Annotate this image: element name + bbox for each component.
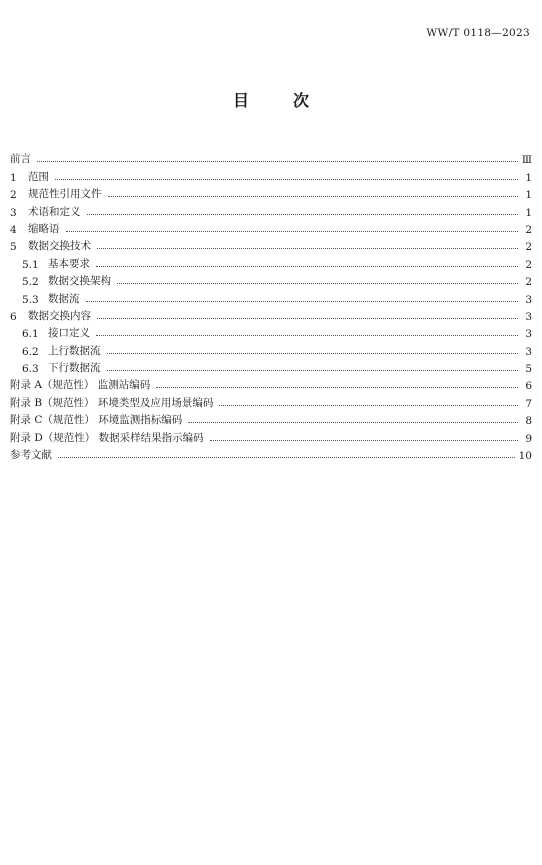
toc-entry-label: 术语和定义 (28, 205, 81, 218)
toc-entry-page: Ⅲ (521, 154, 532, 167)
dot-leader (188, 422, 518, 423)
toc-entry[interactable] (10, 236, 532, 253)
toc-entry-label: 范围 (28, 170, 49, 183)
dot-leader (97, 248, 518, 249)
dot-leader (66, 231, 519, 232)
toc-entry-number: 5.3 (22, 293, 39, 306)
toc-entry-page: 2 (525, 258, 532, 271)
toc-entry-label: 基本要求 (48, 257, 90, 270)
dot-leader (219, 405, 518, 406)
toc-entry[interactable] (10, 271, 532, 288)
toc-entry-page: 5 (525, 363, 532, 376)
toc-entry[interactable] (10, 288, 532, 305)
toc-entry-label: 附录 A（规范性） 监测站编码 (10, 379, 151, 392)
dot-leader (58, 457, 515, 458)
toc-entry[interactable] (10, 253, 532, 270)
toc-entry[interactable] (10, 445, 532, 462)
toc-entry[interactable] (10, 323, 532, 340)
toc-entry-page: 1 (525, 189, 532, 202)
page-title (0, 88, 542, 111)
dot-leader (156, 387, 518, 388)
toc-entry-page: 1 (525, 206, 532, 219)
toc-entry-page: 7 (525, 397, 532, 410)
toc-entry-number: 4 (10, 223, 17, 236)
dot-leader (107, 370, 519, 371)
toc-entry-number: 5.1 (22, 258, 39, 271)
toc-entry[interactable] (10, 149, 532, 166)
toc-entry-label: 参考文献 (10, 449, 52, 462)
title-char-2: 次 (293, 91, 310, 110)
toc-entry-page: 10 (518, 450, 532, 463)
toc-entry[interactable] (10, 375, 532, 392)
toc-entry-label: 接口定义 (48, 327, 90, 340)
dot-leader (117, 283, 518, 284)
dot-leader (86, 301, 519, 302)
toc-entry[interactable] (10, 340, 532, 357)
toc-entry-page: 2 (525, 223, 532, 236)
toc-entry-page: 1 (525, 171, 532, 184)
toc-entry-page: 6 (525, 380, 532, 393)
toc-entry-page: 3 (525, 310, 532, 323)
toc-entry[interactable] (10, 166, 532, 183)
toc-entry-label: 附录 C（规范性） 环境监测指标编码 (10, 414, 183, 427)
toc-entry[interactable] (10, 427, 532, 444)
dot-leader (87, 214, 519, 215)
toc-entry-label: 数据交换内容 (28, 309, 91, 322)
toc-entry-page: 8 (525, 415, 532, 428)
toc-entry-page: 3 (525, 345, 532, 358)
toc-entry-number: 5 (10, 241, 17, 254)
toc-entry-label: 前言 (10, 153, 31, 166)
toc-entry-label: 附录 B（规范性） 环境类型及应用场景编码 (10, 396, 214, 409)
toc-entry-label: 缩略语 (28, 222, 60, 235)
toc-entry[interactable] (10, 392, 532, 409)
dot-leader (210, 440, 518, 441)
toc-entry-page: 9 (525, 432, 532, 445)
toc-entry-label: 附录 D（规范性） 数据采样结果指示编码 (10, 431, 204, 444)
toc-entry-page: 3 (525, 293, 532, 306)
dot-leader (96, 266, 518, 267)
toc-entry-label: 数据流 (48, 292, 80, 305)
table-of-contents (10, 149, 532, 462)
dot-leader (37, 161, 518, 162)
dot-leader (96, 335, 518, 336)
toc-entry-number: 5.2 (22, 276, 39, 289)
toc-entry-label: 规范性引用文件 (28, 188, 102, 201)
toc-entry-label: 下行数据流 (48, 362, 101, 375)
dot-leader (108, 196, 519, 197)
toc-entry-number: 6.2 (22, 345, 39, 358)
toc-entry-number: 2 (10, 189, 17, 202)
toc-entry-label: 数据交换技术 (28, 240, 91, 253)
toc-entry-number: 1 (10, 171, 17, 184)
toc-entry-page: 2 (525, 276, 532, 289)
toc-entry-number: 6.3 (22, 363, 39, 376)
toc-entry-number: 3 (10, 206, 17, 219)
toc-entry-page: 3 (525, 328, 532, 341)
toc-entry-number: 6.1 (22, 328, 39, 341)
toc-entry-number: 6 (10, 310, 17, 323)
title-char-1: 目 (232, 91, 249, 110)
dot-leader (97, 318, 518, 319)
toc-entry-label: 上行数据流 (48, 344, 101, 357)
toc-entry-page: 2 (525, 241, 532, 254)
toc-entry[interactable] (10, 358, 532, 375)
toc-entry[interactable] (10, 201, 532, 218)
dot-leader (107, 353, 519, 354)
toc-entry[interactable] (10, 410, 532, 427)
toc-entry[interactable] (10, 306, 532, 323)
toc-entry[interactable] (10, 219, 532, 236)
document-code: WW/T 0118—2023 (426, 27, 530, 39)
toc-entry[interactable] (10, 184, 532, 201)
dot-leader (55, 179, 518, 180)
toc-entry-label: 数据交换架构 (48, 275, 111, 288)
